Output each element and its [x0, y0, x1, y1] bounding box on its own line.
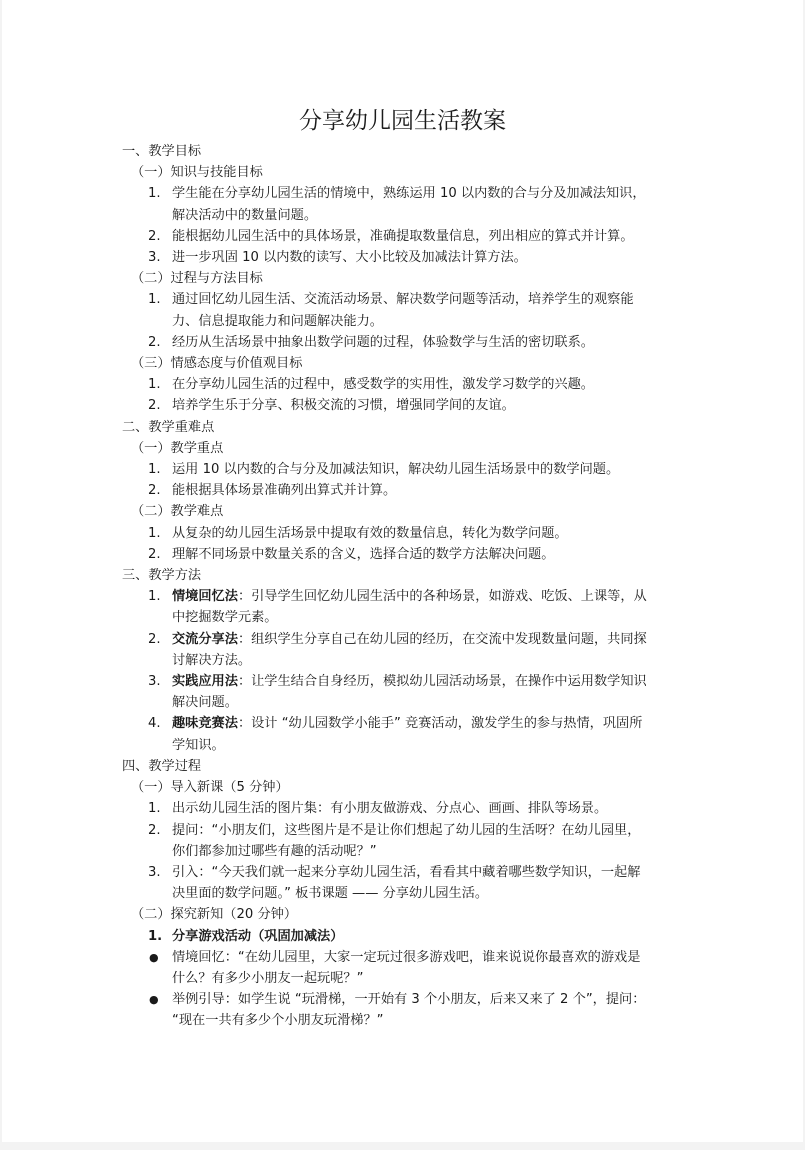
list-item: [2, 713, 803, 734]
list-number: 1.: [148, 377, 161, 393]
list-number: 1.: [148, 462, 161, 478]
list-item: [2, 480, 803, 501]
list-item: [2, 289, 803, 310]
list-item-text: 在分享幼儿园生活的过程中，感受数学的实用性，激发学习数学的兴趣。: [172, 377, 594, 393]
list-number: 4.: [148, 716, 161, 732]
section-heading: 三、教学方法: [122, 568, 202, 584]
document-body: [2, 141, 803, 1032]
list-item-text: 运用 10 以内数的合与分及加减法知识，解决幼儿园生活场景中的数学问题。: [172, 462, 620, 478]
subsection-heading: （一）知识与技能目标: [131, 165, 263, 181]
list-item-text: 理解不同场景中数量关系的含义，选择合适的数学方法解决问题。: [172, 546, 555, 562]
list-item: [2, 862, 803, 883]
list-number: 1.: [148, 589, 161, 605]
list-number: 3.: [148, 674, 161, 690]
document-page: [2, 0, 803, 1142]
list-item: [2, 183, 803, 204]
list-item-text: ：让学生结合自身经历，模拟幼儿园活动场景，在操作中运用数学知识: [237, 674, 647, 690]
bullet-icon: ●: [149, 950, 159, 964]
list-item-text: 能根据幼儿园生活中的具体场景，准确提取数量信息，列出相应的算式并计算。: [172, 228, 634, 244]
method-keyword: 实践应用法: [172, 674, 238, 690]
list-item-continuation: 学知识。: [172, 737, 225, 753]
list-item-continuation: 力、信息提取能力和问题解决能力。: [172, 313, 383, 329]
list-number: 2.: [148, 334, 161, 350]
list-item: [2, 374, 803, 395]
bullet-continuation: 什么？有多少小朋友一起玩呢？”: [172, 970, 364, 986]
subsection-heading: （二）过程与方法目标: [131, 271, 263, 287]
subsection-heading: （二）教学难点: [131, 504, 224, 520]
list-item-text: 进一步巩固 10 以内数的读写、大小比较及加减法计算方法。: [172, 250, 527, 266]
list-number: 3.: [148, 864, 161, 880]
list-item: [2, 395, 803, 416]
list-item: [2, 247, 803, 268]
list-number: 3.: [148, 250, 161, 266]
bullet-text: 举例引导：如学生说 “玩滑梯，一开始有 3 个小朋友，后来又来了 2 个”，提问：: [172, 992, 646, 1008]
list-number: 1.: [148, 292, 161, 308]
list-item-text: 培养学生乐于分享、积极交流的习惯，增强同学间的友谊。: [172, 398, 515, 414]
list-item: [2, 523, 803, 544]
list-item-text: 引入：“今天我们就一起来分享幼儿园生活，看看其中藏着哪些数学知识，一起解: [172, 864, 641, 880]
sub-topic-title: 分享游戏活动（巩固加减法）: [172, 928, 344, 944]
method-keyword: 趣味竞赛法: [172, 716, 238, 732]
list-item-continuation: 中挖掘数学元素。: [172, 610, 278, 626]
bullet-text: 情境回忆：“在幼儿园里，大家一定玩过很多游戏吧，谁来说说你最喜欢的游戏是: [172, 949, 641, 965]
bullet-item: [2, 947, 803, 968]
list-item: [2, 629, 803, 650]
list-item: [2, 671, 803, 692]
list-number: 2.: [148, 822, 161, 838]
list-item: [2, 798, 803, 819]
bullet-continuation: “现在一共有多少个小朋友玩滑梯？”: [172, 1013, 384, 1029]
list-item-text: 提问：“小朋友们，这些图片是不是让你们想起了幼儿园的生活呀？在幼儿园里，: [172, 822, 641, 838]
bullet-icon: ●: [149, 993, 159, 1007]
list-number: 1.: [148, 801, 161, 817]
sub-topic-heading: [2, 926, 803, 947]
list-number: 2.: [148, 398, 161, 414]
list-number: 1.: [148, 525, 161, 541]
list-item-text: 从复杂的幼儿园生活场景中提取有效的数量信息，转化为数学问题。: [172, 525, 568, 541]
list-number: 2.: [148, 483, 161, 499]
method-keyword: 交流分享法: [172, 631, 238, 647]
list-item: [2, 820, 803, 841]
subsection-heading: （二）探究新知（20 分钟）: [131, 907, 298, 923]
list-item: [2, 226, 803, 247]
list-item: [2, 332, 803, 353]
list-item-continuation: 解决活动中的数量问题。: [172, 207, 318, 223]
list-item-text: 经历从生活场景中抽象出数学问题的过程，体验数学与生活的密切联系。: [172, 334, 594, 350]
list-number: 1.: [148, 186, 161, 202]
list-number: 2.: [148, 228, 161, 244]
list-item-text: 学生能在分享幼儿园生活的情境中，熟练运用 10 以内数的合与分及加减法知识，: [172, 186, 646, 202]
list-number: 1.: [148, 928, 163, 944]
list-item-text: 能根据具体场景准确列出算式并计算。: [172, 483, 397, 499]
list-number: 2.: [148, 631, 161, 647]
list-item-continuation: 你们都参加过哪些有趣的活动呢？”: [172, 843, 377, 859]
subsection-heading: （三）情感态度与价值观目标: [131, 356, 303, 372]
list-item-text: ：组织学生分享自己在幼儿园的经历，在交流中发现数量问题，共同探: [237, 631, 647, 647]
method-keyword: 情境回忆法: [172, 589, 238, 605]
subsection-heading: （一）教学重点: [131, 440, 224, 456]
list-number: 2.: [148, 546, 161, 562]
section-heading: 四、教学过程: [122, 758, 202, 774]
list-item-continuation: 解决问题。: [172, 695, 238, 711]
list-item: [2, 459, 803, 480]
document-title: 分享幼儿园生活教案: [299, 108, 506, 134]
list-item-continuation: 决里面的数学问题。” 板书课题 —— 分享幼儿园生活。: [172, 886, 489, 902]
list-item-continuation: 讨解决方法。: [172, 652, 252, 668]
section-heading: 二、教学重难点: [122, 419, 215, 435]
list-item: [2, 544, 803, 565]
bullet-item: [2, 989, 803, 1010]
list-item-text: ：引导学生回忆幼儿园生活中的各种场景，如游戏、吃饭、上课等，从: [237, 589, 647, 605]
list-item-text: ：设计 “幼儿园数学小能手” 竞赛活动，激发学生的参与热情，巩固所: [237, 716, 643, 732]
list-item-text: 通过回忆幼儿园生活、交流活动场景、解决数学问题等活动，培养学生的观察能: [172, 292, 634, 308]
list-item: [2, 586, 803, 607]
subsection-heading: （一）导入新课（5 分钟）: [131, 780, 289, 796]
list-item-text: 出示幼儿园生活的图片集：有小朋友做游戏、分点心、画画、排队等场景。: [172, 801, 608, 817]
section-heading: 一、教学目标: [122, 144, 202, 159]
